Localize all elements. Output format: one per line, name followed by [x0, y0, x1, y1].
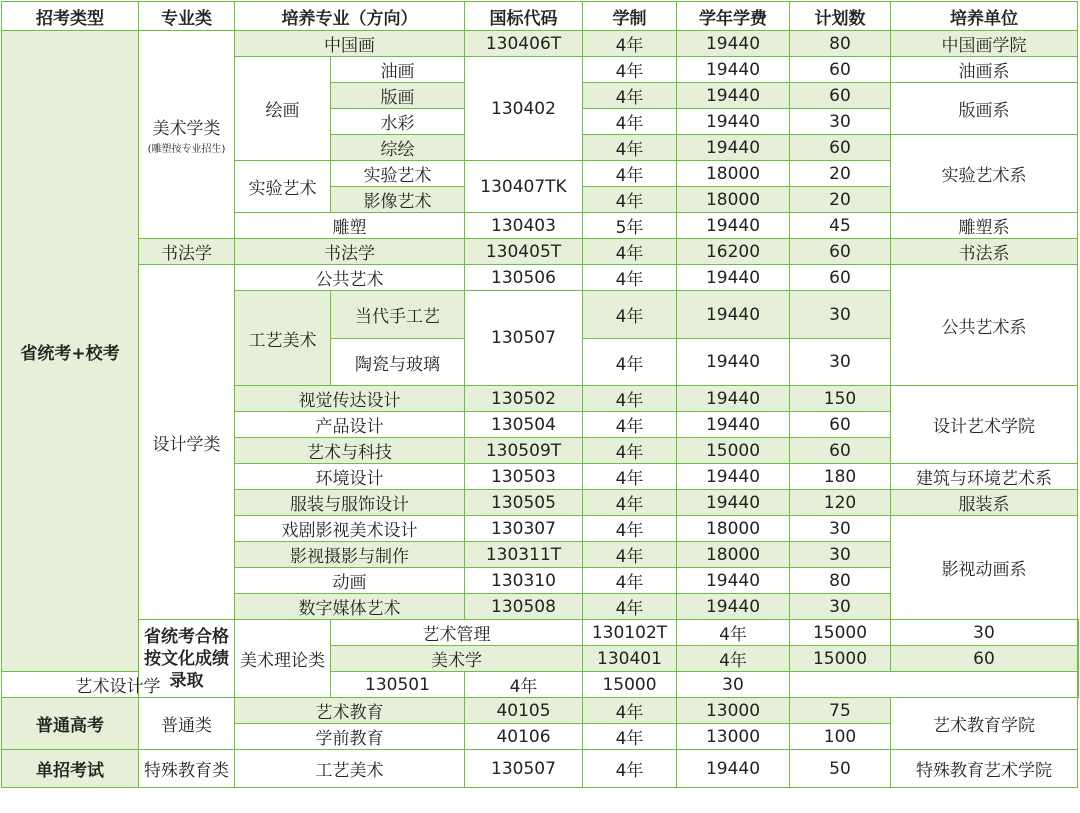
major-cell: 艺术与科技	[235, 438, 465, 464]
years-cell: 4年	[583, 187, 677, 213]
unit-cell: 设计艺术学院	[891, 386, 1078, 464]
plan-cell: 20	[790, 187, 891, 213]
code-cell: 130504	[465, 412, 583, 438]
fee-cell: 15000	[677, 438, 790, 464]
plan-cell: 50	[790, 750, 891, 788]
years-cell: 4年	[583, 135, 677, 161]
plan-cell: 60	[790, 239, 891, 265]
category-calligraphy: 书法学	[139, 239, 235, 265]
unit-cell: 实验艺术系	[891, 135, 1078, 213]
unit-cell: 服装系	[891, 490, 1078, 516]
category-theory: 美术理论类	[235, 620, 331, 698]
major-cell: 艺术管理	[331, 620, 583, 646]
major-cell: 艺术设计学	[2, 672, 235, 698]
fee-cell: 18000	[677, 542, 790, 568]
header-major: 培养专业（方向）	[235, 2, 465, 31]
admissions-table	[1, 1, 1079, 788]
exam-type-provincial-school: 省统考+校考	[2, 31, 139, 672]
plan-cell: 75	[790, 698, 891, 724]
major-cell: 视觉传达设计	[235, 386, 465, 412]
years-cell: 4年	[583, 339, 677, 386]
years-cell: 4年	[583, 698, 677, 724]
fee-cell: 19440	[677, 490, 790, 516]
fee-cell: 15000	[790, 620, 891, 646]
fee-cell: 13000	[677, 698, 790, 724]
years-cell: 4年	[583, 542, 677, 568]
unit-cell: 建筑与环境艺术系	[891, 464, 1078, 490]
code-cell: 130505	[465, 490, 583, 516]
plan-cell: 80	[790, 31, 891, 57]
fee-cell: 19440	[677, 594, 790, 620]
table-row	[2, 750, 1079, 788]
plan-cell: 30	[677, 672, 790, 698]
years-cell: 4年	[583, 31, 677, 57]
fee-cell: 19440	[677, 57, 790, 83]
major-cell: 环境设计	[235, 464, 465, 490]
header-row	[2, 2, 1079, 31]
fee-cell: 19440	[677, 31, 790, 57]
category-fine-arts-label: 美术学类	[152, 119, 221, 139]
major-cell: 公共艺术	[235, 265, 465, 291]
years-cell: 5年	[583, 213, 677, 239]
code-cell: 130310	[465, 568, 583, 594]
code-cell: 130311T	[465, 542, 583, 568]
fee-cell: 19440	[677, 568, 790, 594]
major-cell: 艺术教育	[235, 698, 465, 724]
plan-cell: 30	[790, 339, 891, 386]
years-cell: 4年	[583, 412, 677, 438]
plan-cell: 120	[790, 490, 891, 516]
fee-cell: 15000	[790, 646, 891, 672]
years-cell: 4年	[677, 620, 790, 646]
unit-cell: 中国画学院	[891, 31, 1078, 57]
table-row	[2, 620, 1079, 646]
fee-cell: 19440	[677, 412, 790, 438]
plan-cell: 30	[891, 620, 1078, 646]
fee-cell: 13000	[677, 724, 790, 750]
plan-cell: 60	[790, 57, 891, 83]
fee-cell: 18000	[677, 516, 790, 542]
header-plan: 计划数	[790, 2, 891, 31]
plan-cell: 30	[790, 291, 891, 339]
plan-cell: 60	[790, 438, 891, 464]
fee-cell: 19440	[677, 265, 790, 291]
plan-cell: 150	[790, 386, 891, 412]
fee-cell: 19440	[677, 83, 790, 109]
major-cell: 当代手工艺	[331, 291, 465, 339]
years-cell: 4年	[465, 672, 583, 698]
years-cell: 4年	[583, 291, 677, 339]
table-row	[2, 672, 1079, 698]
years-cell: 4年	[583, 438, 677, 464]
unit-cell: 油画系	[891, 57, 1078, 83]
major-cell: 版画	[331, 83, 465, 109]
group-experimental: 实验艺术	[235, 161, 331, 213]
code-cell: 130502	[465, 386, 583, 412]
fee-cell: 19440	[677, 386, 790, 412]
fee-cell: 19440	[677, 464, 790, 490]
code-cell: 130405T	[465, 239, 583, 265]
major-cell: 水彩	[331, 109, 465, 135]
plan-cell: 30	[790, 594, 891, 620]
fee-cell: 19440	[677, 339, 790, 386]
code-cell: 130507	[465, 750, 583, 788]
major-cell: 影像艺术	[331, 187, 465, 213]
unit-cell: 艺术教育学院	[891, 698, 1078, 750]
major-cell: 戏剧影视美术设计	[235, 516, 465, 542]
years-cell: 4年	[583, 594, 677, 620]
years-cell: 4年	[583, 239, 677, 265]
code-cell: 130407TK	[465, 161, 583, 213]
exam-type-gaokao: 普通高考	[2, 698, 139, 750]
fee-cell: 19440	[677, 750, 790, 788]
plan-cell: 100	[790, 724, 891, 750]
plan-cell: 60	[790, 412, 891, 438]
fee-cell: 18000	[677, 161, 790, 187]
years-cell: 4年	[677, 646, 790, 672]
major-cell: 工艺美术	[235, 750, 465, 788]
fee-cell: 19440	[677, 109, 790, 135]
category-design: 设计学类	[139, 265, 235, 620]
unit-cell: 特殊教育艺术学院	[891, 750, 1078, 788]
category-fine-arts	[139, 31, 235, 239]
major-cell: 实验艺术	[331, 161, 465, 187]
header-unit: 培养单位	[891, 2, 1078, 31]
category-fine-arts-note: (雕塑按专业招生)	[147, 144, 226, 155]
code-cell: 40105	[465, 698, 583, 724]
unit-cell: 书法系	[891, 239, 1078, 265]
code-cell: 130501	[331, 672, 465, 698]
plan-cell: 180	[790, 464, 891, 490]
code-cell: 130406T	[465, 31, 583, 57]
table-row	[2, 265, 1079, 291]
code-cell: 130403	[465, 213, 583, 239]
table-row	[2, 31, 1079, 57]
major-cell: 油画	[331, 57, 465, 83]
category-general: 普通类	[139, 698, 235, 750]
years-cell: 4年	[583, 724, 677, 750]
plan-cell: 30	[790, 109, 891, 135]
group-crafts: 工艺美术	[235, 291, 331, 386]
fee-cell: 16200	[677, 239, 790, 265]
plan-cell: 60	[790, 135, 891, 161]
header-category: 专业类	[139, 2, 235, 31]
unit-cell: 版画系	[891, 83, 1078, 135]
code-cell: 130307	[465, 516, 583, 542]
plan-cell: 60	[790, 265, 891, 291]
unit-cell: 公共艺术系	[891, 265, 1078, 386]
group-painting: 绘画	[235, 57, 331, 161]
major-cell: 美术学	[331, 646, 583, 672]
code-cell: 130507	[465, 291, 583, 386]
years-cell: 4年	[583, 464, 677, 490]
fee-cell: 19440	[677, 291, 790, 339]
exam-type-single: 单招考试	[2, 750, 139, 788]
header-fee: 学年学费	[677, 2, 790, 31]
plan-cell: 30	[790, 542, 891, 568]
years-cell: 4年	[583, 265, 677, 291]
code-cell: 130102T	[583, 620, 677, 646]
table-row	[2, 239, 1079, 265]
years-cell: 4年	[583, 750, 677, 788]
unit-cell	[1078, 620, 1079, 698]
unit-cell: 雕塑系	[891, 213, 1078, 239]
exam-type-provincial-culture: 省统考合格按文化成绩录取	[139, 620, 235, 698]
major-cell: 服装与服饰设计	[235, 490, 465, 516]
fee-cell: 19440	[677, 213, 790, 239]
years-cell: 4年	[583, 57, 677, 83]
major-cell: 书法学	[235, 239, 465, 265]
plan-cell: 20	[790, 161, 891, 187]
years-cell: 4年	[583, 568, 677, 594]
fee-cell: 15000	[583, 672, 677, 698]
code-cell: 130401	[583, 646, 677, 672]
header-code: 国标代码	[465, 2, 583, 31]
plan-cell: 80	[790, 568, 891, 594]
major-cell: 动画	[235, 568, 465, 594]
fee-cell: 18000	[677, 187, 790, 213]
years-cell: 4年	[583, 83, 677, 109]
major-cell: 数字媒体艺术	[235, 594, 465, 620]
code-cell: 130508	[465, 594, 583, 620]
header-years: 学制	[583, 2, 677, 31]
major-cell: 综绘	[331, 135, 465, 161]
major-cell: 产品设计	[235, 412, 465, 438]
plan-cell: 60	[891, 646, 1078, 672]
code-cell: 40106	[465, 724, 583, 750]
table-row	[2, 698, 1079, 724]
major-cell: 陶瓷与玻璃	[331, 339, 465, 386]
years-cell: 4年	[583, 161, 677, 187]
years-cell: 4年	[583, 516, 677, 542]
major-cell: 学前教育	[235, 724, 465, 750]
header-exam-type: 招考类型	[2, 2, 139, 31]
code-cell: 130509T	[465, 438, 583, 464]
major-cell: 中国画	[235, 31, 465, 57]
plan-cell: 45	[790, 213, 891, 239]
plan-cell: 30	[790, 516, 891, 542]
years-cell: 4年	[583, 386, 677, 412]
code-cell: 130503	[465, 464, 583, 490]
major-cell: 影视摄影与制作	[235, 542, 465, 568]
years-cell: 4年	[583, 490, 677, 516]
category-special: 特殊教育类	[139, 750, 235, 788]
fee-cell: 19440	[677, 135, 790, 161]
major-cell: 雕塑	[235, 213, 465, 239]
plan-cell: 60	[790, 83, 891, 109]
unit-cell: 影视动画系	[891, 516, 1078, 620]
code-cell: 130402	[465, 57, 583, 161]
years-cell: 4年	[583, 109, 677, 135]
code-cell: 130506	[465, 265, 583, 291]
